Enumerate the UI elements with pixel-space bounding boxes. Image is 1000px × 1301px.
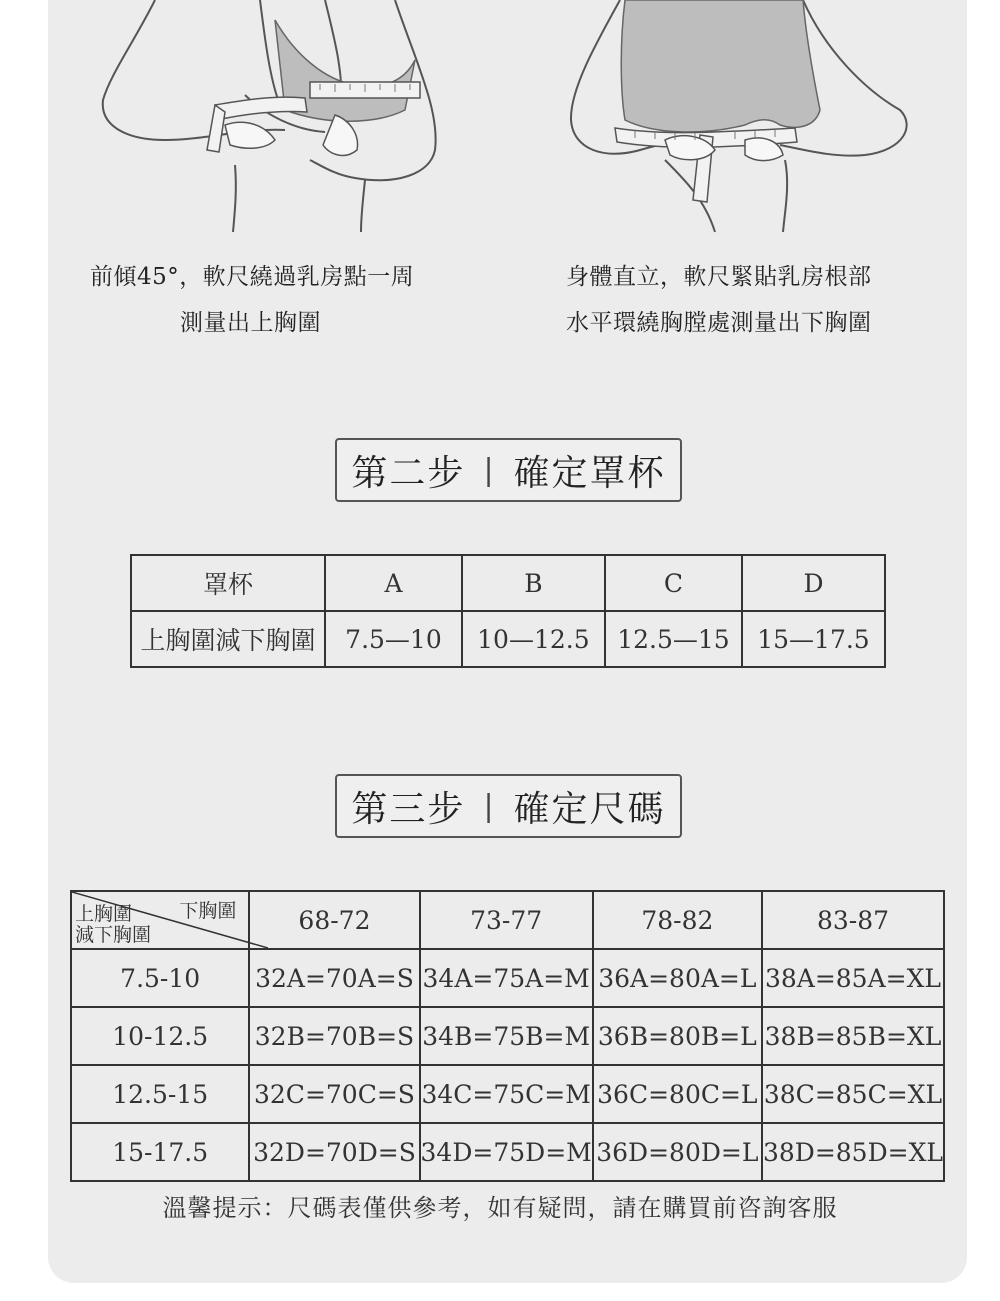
range-cell: 12.5—15 (605, 611, 742, 667)
underbust-header: 78-82 (593, 891, 762, 949)
size-cell: 34D=75D=M (420, 1123, 593, 1181)
corner-diff-line2: 減下胸圍 (75, 924, 152, 946)
corner-underbust-label: 下胸圍 (179, 900, 237, 922)
table-row (131, 611, 885, 667)
left-caption-line1: 前傾45°，軟尺繞過乳房點一周 (90, 264, 415, 290)
cup-cell: C (605, 555, 742, 611)
step3-separator: | (483, 788, 496, 824)
size-cell: 36B=80B=L (593, 1007, 762, 1065)
cup-row-label: 上胸圍減下胸圍 (131, 611, 325, 667)
size-cell: 32A=70A=S (249, 949, 419, 1007)
table-row (71, 1065, 944, 1123)
size-cell: 32D=70D=S (249, 1123, 419, 1181)
size-cell: 32B=70B=S (249, 1007, 419, 1065)
cup-cell: A (325, 555, 462, 611)
size-table-corner (71, 891, 249, 949)
size-cell: 38B=85B=XL (762, 1007, 944, 1065)
diff-cell: 7.5-10 (71, 949, 249, 1007)
underbust-measure-illustration (565, 0, 915, 235)
diff-cell: 12.5-15 (71, 1065, 249, 1123)
range-cell: 7.5—10 (325, 611, 462, 667)
underbust-header: 68-72 (249, 891, 419, 949)
size-cell: 38C=85C=XL (762, 1065, 944, 1123)
size-cell: 36D=80D=L (593, 1123, 762, 1181)
table-row (71, 1007, 944, 1065)
left-caption-line2: 測量出上胸圍 (180, 310, 321, 336)
underbust-header: 83-87 (762, 891, 944, 949)
size-cell: 34C=75C=M (420, 1065, 593, 1123)
table-row (71, 891, 944, 949)
table-row (71, 1123, 944, 1181)
range-cell: 15—17.5 (742, 611, 885, 667)
size-cell: 34A=75A=M (420, 949, 593, 1007)
bust-measure-illustration (95, 0, 445, 235)
table-row (131, 555, 885, 611)
step2-label: 第二步 (351, 452, 466, 494)
step2-heading (335, 438, 682, 502)
diff-cell: 10-12.5 (71, 1007, 249, 1065)
cup-cell: D (742, 555, 885, 611)
cup-header-label: 罩杯 (131, 555, 325, 611)
size-cell: 32C=70C=S (249, 1065, 419, 1123)
size-cell: 36C=80C=L (593, 1065, 762, 1123)
cup-cell: B (462, 555, 605, 611)
step3-title: 確定尺碼 (513, 788, 666, 830)
step3-label: 第三步 (351, 788, 466, 830)
size-cell: 38D=85D=XL (762, 1123, 944, 1181)
step3-heading (335, 774, 682, 838)
corner-diff-line1: 上胸圍 (75, 903, 133, 925)
diff-cell: 15-17.5 (71, 1123, 249, 1181)
step2-title: 確定罩杯 (513, 452, 666, 494)
corner-diff-label (75, 904, 151, 946)
size-tip: 溫馨提示：尺碼表僅供參考，如有疑問，請在購買前咨詢客服 (162, 1194, 838, 1222)
size-cell: 34B=75B=M (420, 1007, 593, 1065)
size-cell: 38A=85A=XL (762, 949, 944, 1007)
right-caption-line2: 水平環繞胸膛處測量出下胸圍 (566, 310, 872, 336)
size-cell: 36A=80A=L (593, 949, 762, 1007)
step2-separator: | (483, 452, 496, 488)
table-row (71, 949, 944, 1007)
right-caption-line1: 身體直立，軟尺緊貼乳房根部 (566, 264, 872, 290)
size-table (70, 890, 945, 1182)
underbust-header: 73-77 (420, 891, 593, 949)
cup-table (130, 554, 886, 668)
range-cell: 10—12.5 (462, 611, 605, 667)
